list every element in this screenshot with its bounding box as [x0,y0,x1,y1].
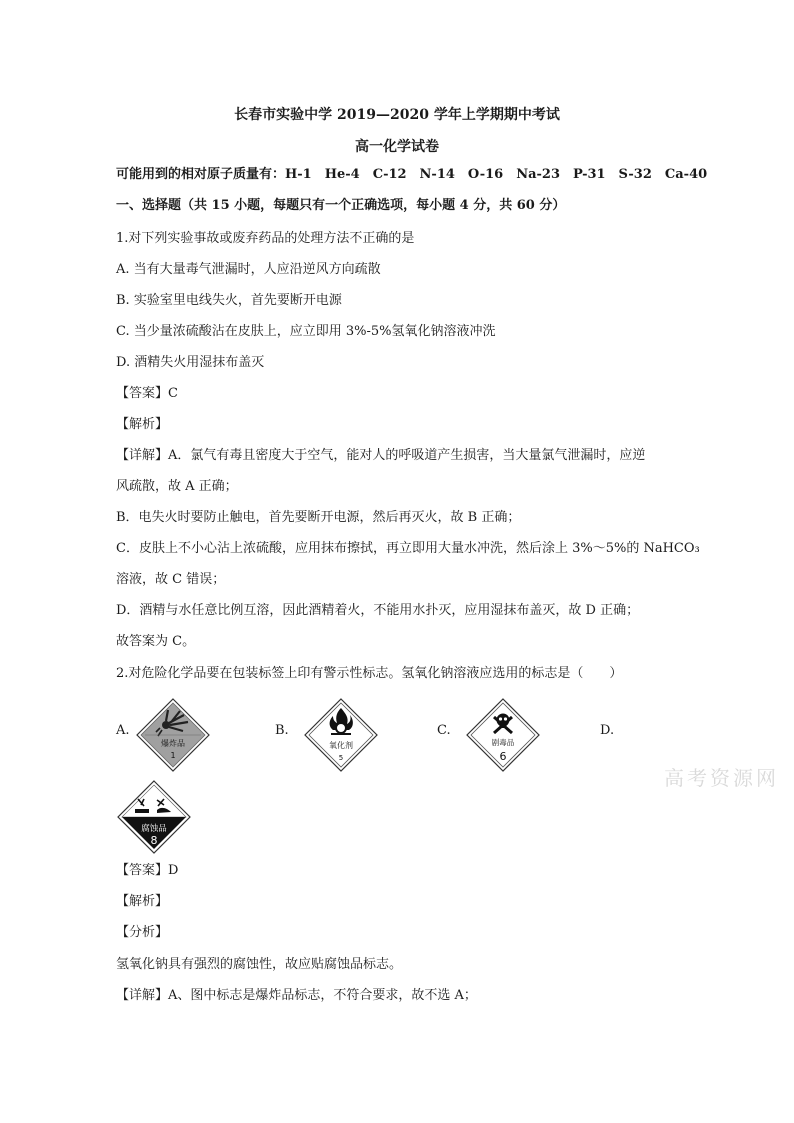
q1-detail-line: C．皮肤上不小心沾上浓硫酸，应用抹布擦拭，再立即用大量水冲洗，然后涂上 3%～5%的 NaHCO₃ [116,541,700,556]
question-2-stem: 2.对危险化学品要在包装标签上印有警示性标志。氢氧化钠溶液应选用的标志是（ ） [116,666,623,681]
corrosive-sign [117,780,191,854]
q2-analysis-heading: 【分析】 [116,925,169,940]
q1-detail-line: D．酒精与水任意比例互溶，因此酒精着火，不能用水扑灭，应用湿抹布盖灭，故 D 正确； [116,603,640,618]
exam-title: 长春市实验中学 2019—2020 学年上学期期中考试 [234,107,560,123]
q2-answer: 【答案】D [116,863,179,878]
q2-detail-line: 【详解】A、图中标志是爆炸品标志，不符合要求，故不选 A； [116,988,477,1003]
toxic-sign [466,698,540,772]
q2-analysis-text: 氢氧化钠具有强烈的腐蚀性，故应贴腐蚀品标志。 [116,957,403,972]
q1-answer: 【答案】C [116,386,178,401]
q1-option-c: C. 当少量浓硫酸沾在皮肤上，应立即用 3%-5%氢氧化钠溶液冲洗 [116,324,496,339]
q1-option-b: B. 实验室里电线失火，首先要断开电源 [116,293,342,308]
oxidizer-sign [304,698,378,772]
sign-label: 爆炸品 [161,739,185,748]
watermark: 高考资源网 [664,766,779,790]
sign-number: 5 [338,754,344,762]
q2-analysis-label: 【解析】 [116,894,169,909]
exam-subtitle: 高一化学试卷 [355,139,439,155]
atomic-masses: 可能用到的相对原子质量有：H-1 He-4 C-12 N-14 O-16 Na-23 P-31 S-32 Ca-40 [116,167,708,182]
question-1-stem: 1.对下列实验事故或废弃药品的处理方法不正确的是 [116,231,415,246]
q1-detail-line: 故答案为 C。 [116,634,196,649]
q2-option-b-label: B. [275,723,289,738]
section-heading: 一、选择题（共 15 小题，每题只有一个正确选项，每小题 4 分，共 60 分） [116,198,566,213]
q1-detail-line: B．电失火时要防止触电，首先要断开电源，然后再灭火，故 B 正确； [116,510,521,525]
sign-label: 剧毒品 [491,738,515,747]
explosive-sign [136,698,210,772]
q1-detail-line: 溶液，故 C 错误； [116,572,226,587]
q1-option-a: A. 当有大量毒气泄漏时，人应沿逆风方向疏散 [116,262,381,277]
sign-number: 1 [170,751,176,760]
q1-detail-line: 【详解】A．氯气有毒且密度大于空气，能对人的呼吸道产生损害，当大量氯气泄漏时，应逆 [116,448,646,463]
q1-detail-line: 风疏散，故 A 正确； [116,479,238,494]
sign-number: 6 [499,750,507,763]
q1-analysis-label: 【解析】 [116,417,169,432]
sign-label: 腐蚀品 [141,824,167,834]
q1-option-d: D. 酒精失火用湿抹布盖灭 [116,355,265,370]
sign-label: 氧化剂 [329,741,353,750]
q2-option-c-label: C. [437,723,451,738]
q2-option-a-label: A. [116,723,130,738]
q2-option-d-label: D. [600,723,615,738]
sign-number: 8 [150,834,158,847]
